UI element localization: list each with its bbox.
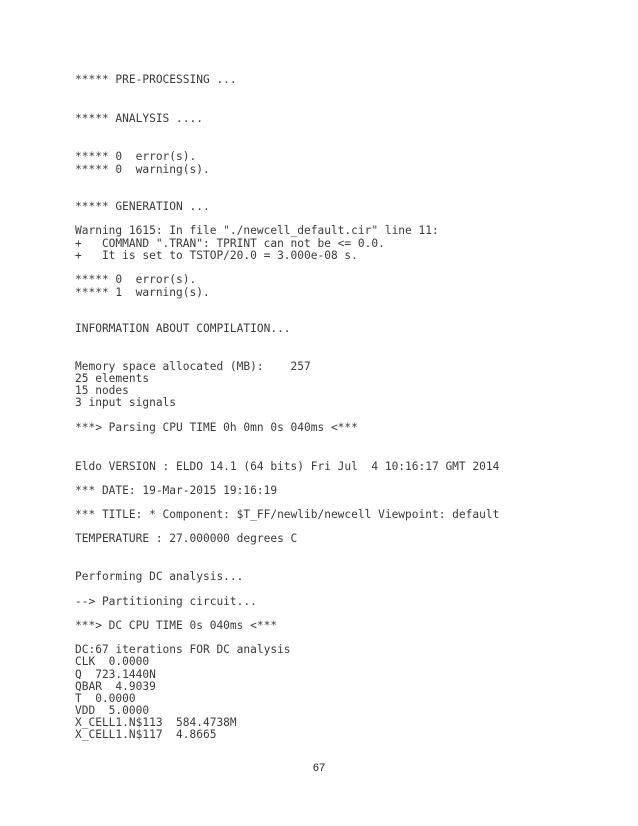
log-line: ***** GENERATION ... xyxy=(75,200,210,213)
log-line: ***** PRE-PROCESSING ... xyxy=(75,73,237,86)
log-line: *** TITLE: * Component: $T_FF/newlib/newcell Viewpoint: default xyxy=(75,508,500,521)
log-line: Eldo VERSION : ELDO 14.1 (64 bits) Fri Jul 4 10:16:17 GMT 2014 xyxy=(75,460,500,473)
log-line: INFORMATION ABOUT COMPILATION... xyxy=(75,322,291,335)
log-line: CLK 0.0000 xyxy=(75,655,150,668)
log-line: ***** 0 error(s). xyxy=(75,273,197,286)
log-line: Q 723.1440N xyxy=(75,668,156,681)
log-line: T 0.0000 xyxy=(75,692,136,705)
log-line: TEMPERATURE : 27.000000 degrees C xyxy=(75,532,298,545)
log-line: *** DATE: 19-Mar-2015 19:16:19 xyxy=(75,484,278,497)
log-line: ***** 0 error(s). xyxy=(75,150,197,163)
log-line: Performing DC analysis... xyxy=(75,570,244,583)
log-line: 15 nodes xyxy=(75,384,129,397)
log-line: ***** 1 warning(s). xyxy=(75,286,210,299)
log-line: 25 elements xyxy=(75,372,150,385)
log-line: ***** 0 warning(s). xyxy=(75,163,210,176)
log-line: ***** ANALYSIS .... xyxy=(75,112,203,125)
log-line: + It is set to TSTOP/20.0 = 3.000e-08 s. xyxy=(75,249,358,262)
log-line: VDD 5.0000 xyxy=(75,704,150,717)
log-line: ***> DC CPU TIME 0s 040ms <*** xyxy=(75,619,278,632)
log-line: 3 input signals xyxy=(75,396,177,409)
log-line: Warning 1615: In file "./newcell_default.cir" line 11: xyxy=(75,224,439,237)
log-line: Memory space allocated (MB): 257 xyxy=(75,360,311,373)
page-number: 67 xyxy=(312,762,326,774)
log-line: ***> Parsing CPU TIME 0h 0mn 0s 040ms <*** xyxy=(75,421,358,434)
log-line: QBAR 4.9039 xyxy=(75,680,156,693)
log-line: + COMMAND ".TRAN": TPRINT can not be <= 0.0. xyxy=(75,237,385,250)
log-line: --> Partitioning circuit... xyxy=(75,595,257,608)
log-line: DC:67 iterations FOR DC analysis xyxy=(75,643,291,656)
log-line: X_CELL1.N$113 584.4738M xyxy=(75,716,237,729)
log-line: X_CELL1.N$117 4.8665 xyxy=(75,728,217,741)
